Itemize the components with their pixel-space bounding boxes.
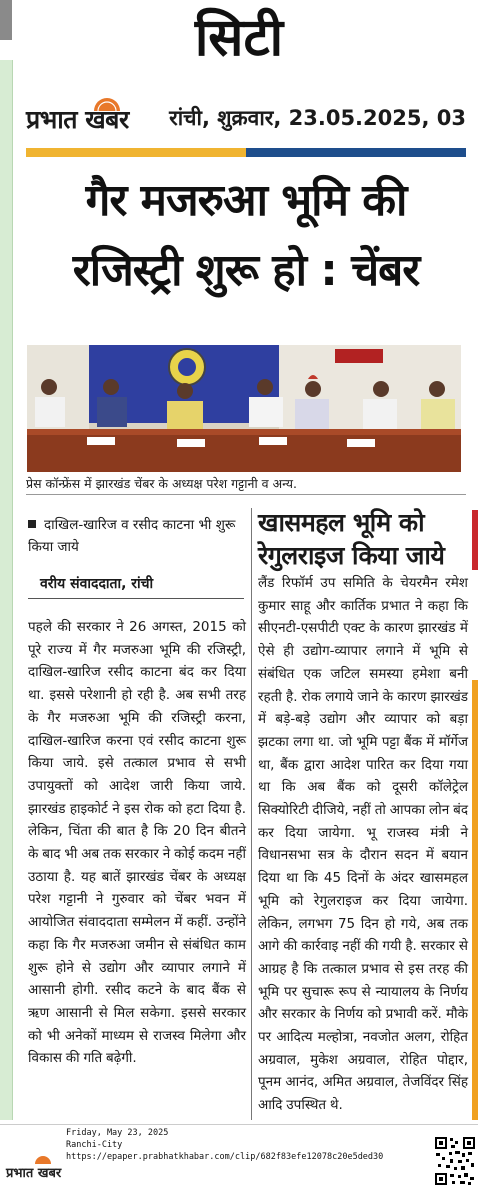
right-margin-accent-lower	[472, 680, 478, 1120]
masthead	[26, 100, 466, 146]
right-column-body: लैंड रिफॉर्म उप समिति के चेयरमैन रमेश कुमार साहू और कार्तिक प्रभात ने कहा कि सीएनटी-एसपीटी एक्ट के कारण झारखंड में ऐसे ही उद्योग-व्यापार लगाने में भूमि से संबंधित एक जटिल समस्या हमेशा बनी रहती है. रोक लगाये जाने के कारण झारखंड में बड़े-बड़े उद्योग और व्यापार को बड़ा झटका लगा था. जो भूमि पट्टा बैंक में मॉर्गेज था, बैंक द्वारा आदेश पारित कर दिया गया था कि अब बैंक को दूसरी कॉलेट्रेल सिक्योरिटी दीजिये, नहीं तो आपका लोन बंद कर दिया जायेगा. भू राजस्व मंत्री ने विधानसभा सत्र के दौरान सदन में बयान दिया था कि 45 दिनों के अंदर खासमहल भूमि को रेगुलराइज कर दिया जायेगा. लेकिन, लगभग 75 दिन हो गये, अब तक आगे की कार्रवाइ नहीं की गयी है. सरकार से आग्रह है कि तत्काल प्रभाव से इस तरह की भूमि पर सुचारू रूप से न्यायालय के निर्णय और सरकार के निर्णय को प्रभावी करें. मौके पर आदित्य मल्होत्रा, नवजोत अलग, रोहित अग्रवाल, मुकेश अग्रवाल, रोहित पोद्दार, पूनम आनंद, अमित अग्रवाल, तेजविंदर सिंह आदि उपस्थित थे.	[258, 575, 468, 1114]
newspaper-logo: प्रभात खबर	[26, 105, 129, 134]
dateline: रांची, शुक्रवार, 23.05.2025, 03	[169, 106, 466, 130]
clip-edition: Ranchi-City	[66, 1140, 123, 1150]
photo-caption: प्रेस कॉन्फ्रेंस में झारखंड चेंबर के अध्यक्ष परेश गट्टानी व अन्य.	[26, 474, 466, 495]
left-column-body: पहले की सरकार ने 26 अगस्त, 2015 को पूरे राज्य में गैर मजरुआ भूमि की रजिस्ट्री, दाखिल-खारिज रसीद काटना बंद कर दिया था. इससे परेशानी हो रही है. अब सभी तरह के गैर मजरुआ भूमि की रजिस्ट्री करना, दाखिल-खारिज करना एवं रसीद काटना शुरू किया जाये. इसे तत्काल प्रभाव से सभी उपायुक्तों को आदेश जारी किया जाये. झारखंड हाइकोर्ट ने इस रोक को हटा दिया है. लेकिन, चिंता की बात है कि 20 दिन बीतने के बाद भी अब तक सरकार ने कोई कदम नहीं उठाया है. यह बातें झारखंड चेंबर के अध्यक्ष परेश गट्टानी ने गुरुवार को चेंबर भवन में आयोजित संवाददाता सम्मेलन में कहीं. उन्होंने कहा कि गैर मजरुआ जमीन से संबंधित काम शुरू होने से उद्योग और व्यापार लगाने में आसानी होगी. रसीद कटने के बाद बैंक से ऋण आसानी से मिल सकेगा. इससे सरकार को भी अनेकों माध्यम से राजस्व मिलेगा और विकास की गति बढ़ेगी.	[28, 619, 246, 1067]
column-divider	[251, 508, 252, 1120]
bullet-square-icon	[28, 520, 36, 528]
subheadline: खासमहल भूमि को रेगुलराइज किया जाये	[258, 508, 445, 570]
byline-rule	[28, 598, 244, 599]
left-margin-strip	[0, 60, 13, 1120]
press-conference-photo	[27, 345, 461, 472]
byline: वरीय संवाददाता, रांची	[40, 576, 154, 592]
headline-line-2: रजिस्ट्री शुरू हो : चेंबर	[72, 245, 420, 296]
headline-line-1: गैर मजरुआ भूमि की	[85, 175, 407, 226]
section-title: सिटी	[194, 8, 284, 68]
qr-code-icon[interactable]	[434, 1135, 476, 1187]
footer-logo: प्रभात खबर	[6, 1166, 62, 1181]
right-margin-accent	[472, 510, 478, 570]
masthead-rule-blue	[246, 148, 466, 157]
masthead-rule-yellow	[26, 148, 246, 157]
clip-meta	[66, 1127, 383, 1163]
clip-date: Friday, May 23, 2025	[66, 1128, 169, 1138]
clip-url[interactable]: https://epaper.prabhatkhabar.com/clip/682f83efe12078c20e5ded30	[66, 1152, 384, 1162]
article-headline	[26, 166, 466, 306]
press-conference-illustration	[27, 345, 461, 472]
summary-bullet-text: दाखिल-खारिज व रसीद काटना भी शुरू किया जाये	[28, 517, 236, 555]
clip-footer	[0, 1124, 478, 1199]
summary-bullet	[28, 514, 244, 558]
